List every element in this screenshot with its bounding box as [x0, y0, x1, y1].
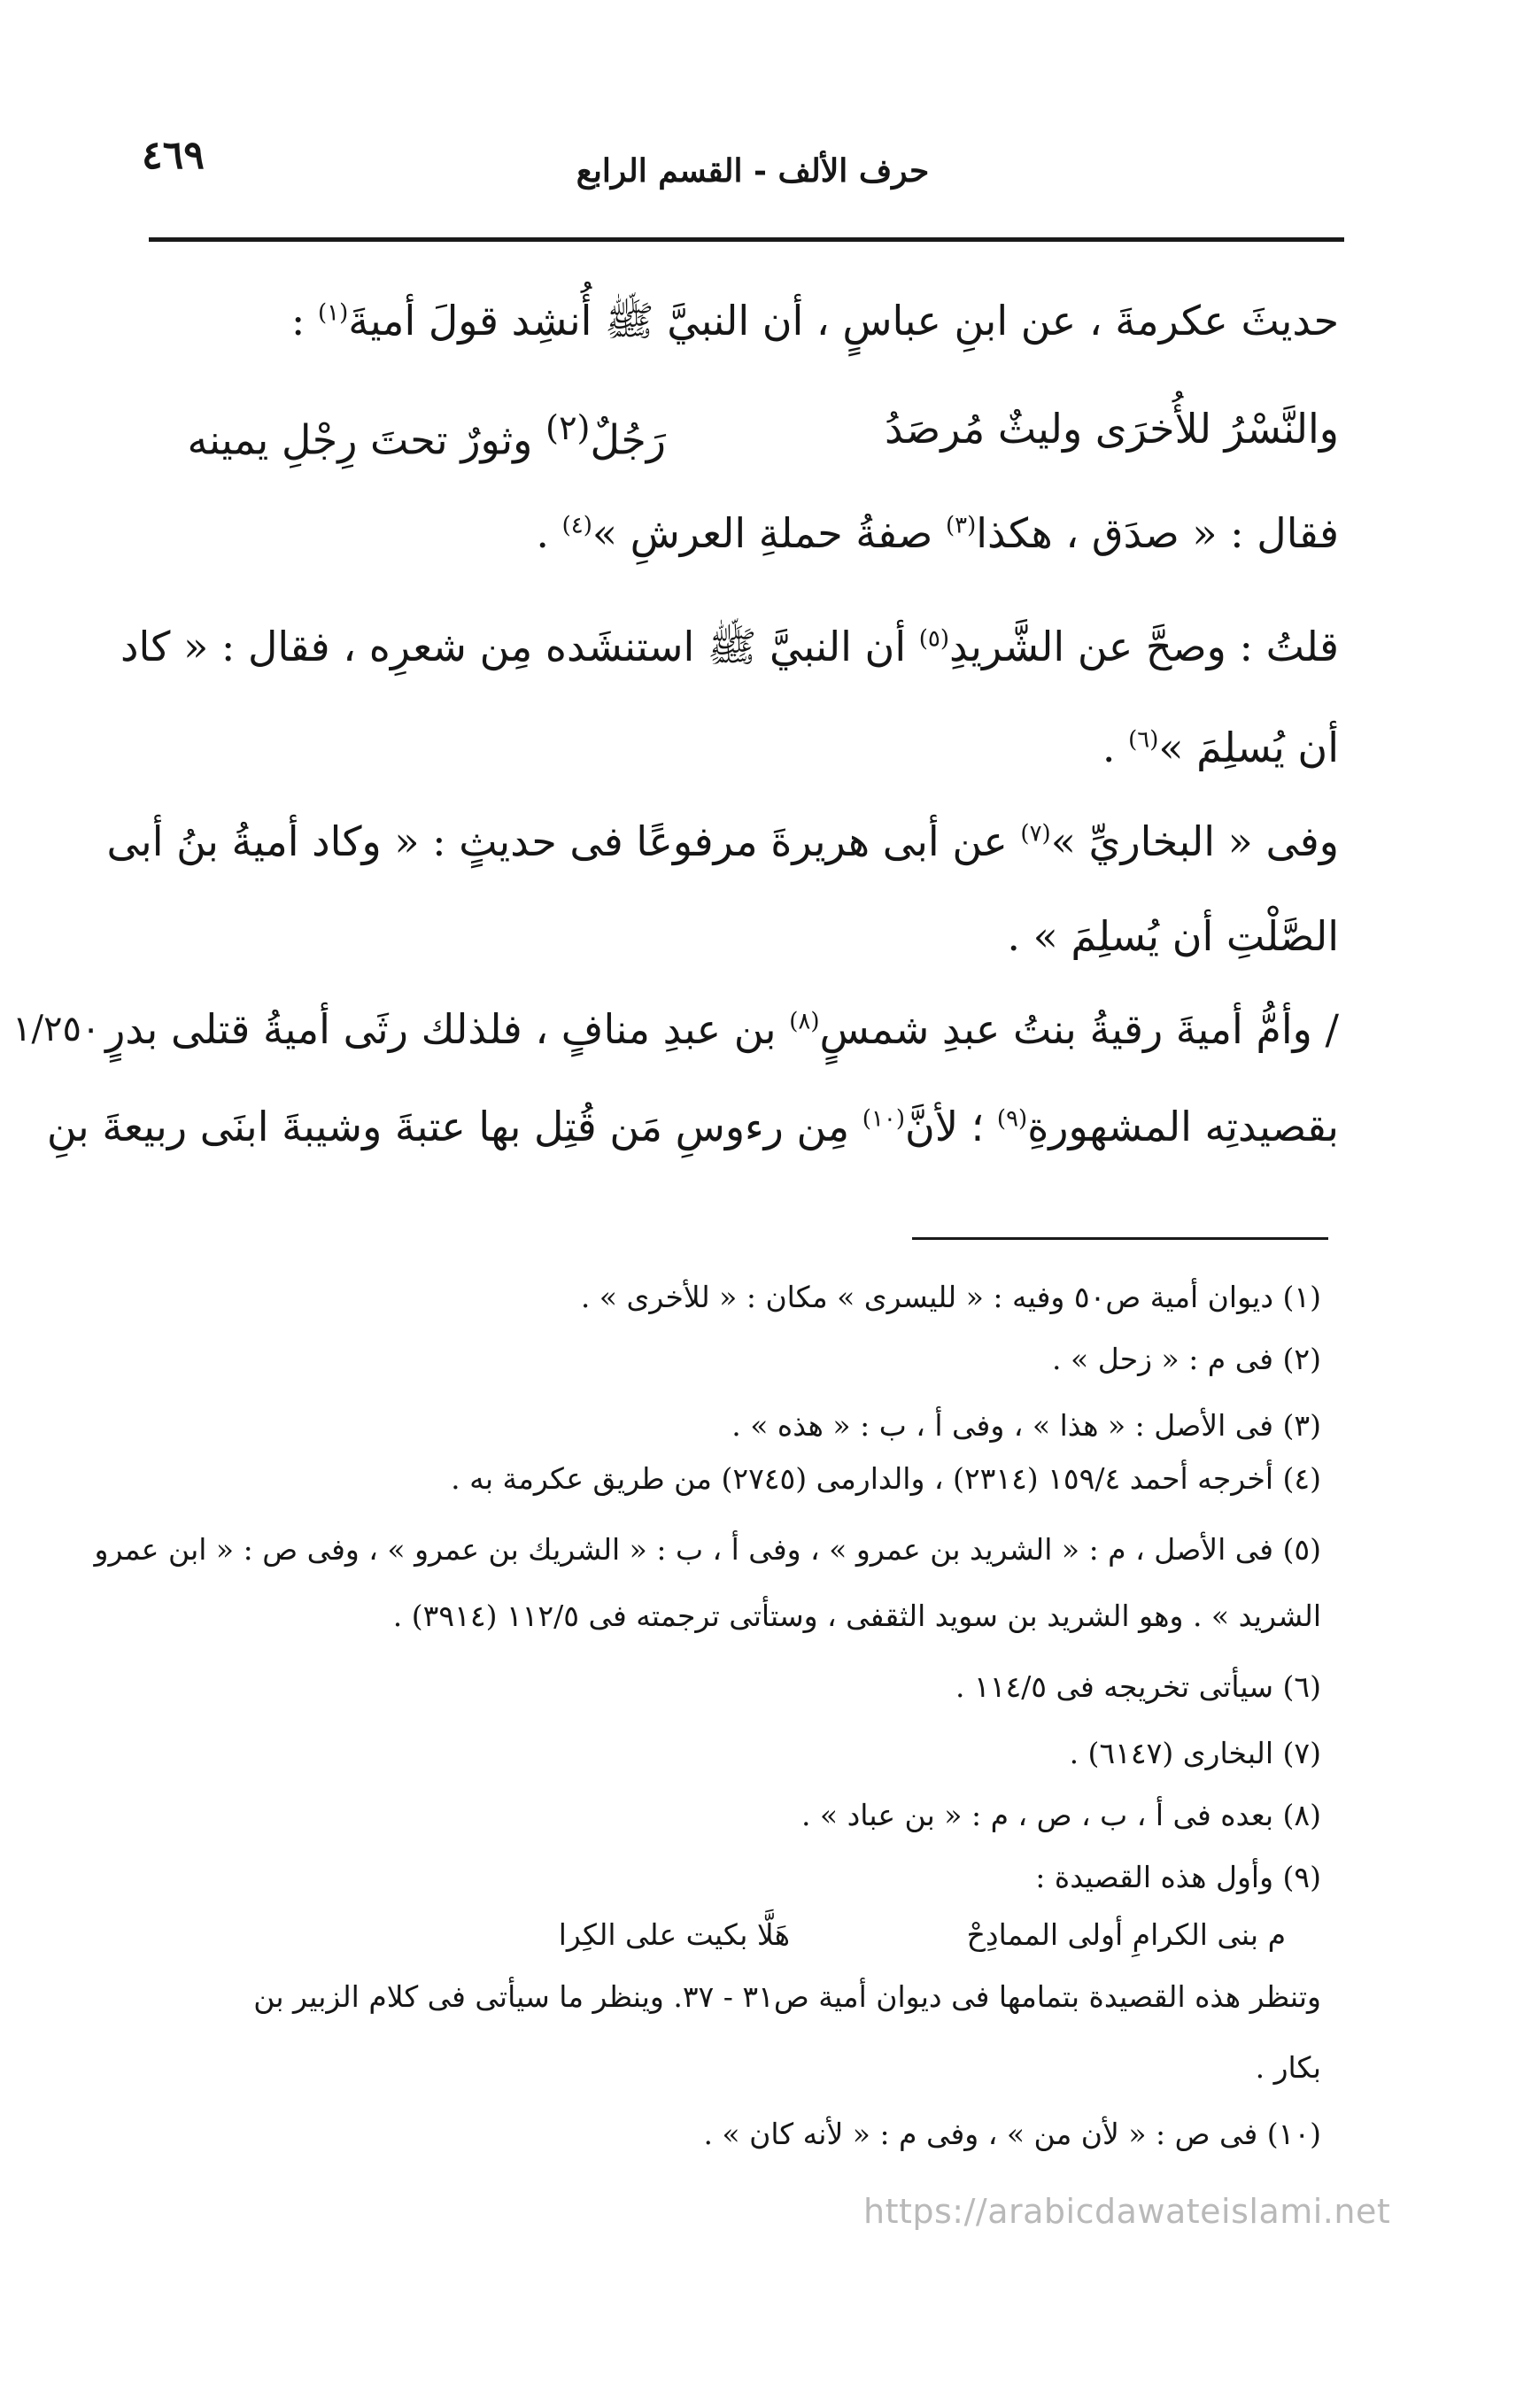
footnote-5: (٥) فى الأصل ، م : « الشريد بن عمرو » ، وفى أ ، ب : « الشريك بن عمرو » ، وفى ص : « ابن عمرو — [94, 1532, 1321, 1567]
body-text: قلتُ : وصحَّ عن الشَّريدِ — [949, 623, 1339, 670]
body-line-6 — [106, 813, 1339, 870]
body-line-3 — [152, 505, 1339, 561]
header-rule — [149, 237, 1344, 242]
verse-hemistich-first — [188, 400, 667, 468]
body-text: صفةُ حملةِ العرشِ » — [592, 509, 933, 557]
footnote-10: (١٠) فى ص : « لأن من » ، وفى م : « لأنه كان » . — [703, 2117, 1321, 2151]
body-text: . — [536, 509, 549, 557]
footnote-marker[interactable]: (٥) — [918, 625, 950, 653]
footnote-marker[interactable]: (٢) — [545, 408, 591, 448]
footnote-4: (٤) أخرجه أحمد ١٥٩/٤ (٢٣١٤) ، والدارمى (٢٧٤٥) من طريق عكرمة به . — [451, 1461, 1321, 1496]
body-text: ؛ لأنَّ — [905, 1103, 985, 1150]
body-text: / وأمُّ أميةَ رقيةُ بنتُ عبدِ شمسٍ — [819, 1005, 1339, 1053]
footnote-marker[interactable]: (٨) — [789, 1008, 820, 1035]
body-text: بن عبدِ منافٍ ، فلذلك رثَى أميةُ قتلى بدرٍ — [105, 1005, 777, 1053]
body-line-5 — [152, 719, 1339, 776]
footnote-marker[interactable]: (٩) — [996, 1105, 1028, 1133]
footnote-3: (٣) فى الأصل : « هذا » ، وفى أ ، ب : « هذه » . — [731, 1408, 1321, 1443]
verse-text: وثورٌ تحتَ رِجْلِ يمينه — [187, 415, 533, 464]
verse-hemistich-second: والنَّسْرُ للأُخرَى وليثٌ مُرصَدُ — [885, 405, 1339, 453]
footnote-5-continued: الشريد » . وهو الشريد بن سويد الثقفى ، وستأتى ترجمته فى ١١٢/٥ (٣٩١٤) . — [392, 1599, 1321, 1633]
body-text: حديثَ عكرمةَ ، عن ابنِ عباسٍ ، أن النبيَّ ﷺ أُنشِد قولَ أميةَ — [348, 297, 1339, 345]
body-text: عن أبى هريرةَ مرفوعًا فى حديثٍ : « وكاد أميةُ بنُ أبى — [106, 817, 1008, 865]
footnote-2: (٢) فى م : « زحل » . — [1052, 1342, 1321, 1376]
footnote-8: (٨) بعده فى أ ، ب ، ص ، م : « بن عباد » . — [801, 1798, 1321, 1832]
footnote-marker[interactable]: (٦) — [1128, 726, 1159, 754]
verse-hemistich-second: م بنى الكرامِ أولى الممادِحْ — [966, 1917, 1286, 1952]
footnote-marker[interactable]: (٣) — [945, 512, 977, 539]
footnote-9: (٩) وأول هذه القصيدة : — [1035, 1860, 1321, 1894]
page-number: ٤٦٩ — [142, 133, 205, 178]
body-line-9 — [46, 1098, 1339, 1155]
footnote-6: (٦) سيأتى تخريجه فى ١١٤/٥ . — [955, 1669, 1321, 1704]
body-text: فقال : « صدَق ، هكذا — [976, 509, 1339, 557]
verse-text: رَجُلٌ — [590, 415, 666, 464]
footnote-7: (٧) البخارى (٦١٤٧) . — [1069, 1736, 1321, 1770]
body-line-4 — [120, 618, 1339, 675]
footnote-9-continued: وتنظر هذه القصيدة بتمامها فى ديوان أمية ص٣١ - ٣٧. وينظر ما سيأتى فى كلام الزبير بن — [253, 1979, 1321, 2014]
verse-hemistich-first: هَلَّا بكيت على الكِرا — [558, 1917, 790, 1952]
footnote-separator — [912, 1237, 1328, 1240]
footnote-marker[interactable]: (٤) — [561, 512, 592, 539]
footnote-marker[interactable]: (١) — [317, 299, 349, 327]
body-text: : — [290, 297, 306, 345]
body-text: . — [1102, 724, 1116, 771]
body-line-7: الصَّلْتِ أن يُسلِمَ » . — [1007, 912, 1339, 960]
footnote-marker[interactable]: (٧) — [1020, 820, 1051, 848]
footnote-9-continued-2: بكار . — [1255, 2050, 1321, 2085]
body-text: مِن رءوسِ مَن قُتِل بها عتبةَ وشيبةَ ابنَى ربيعةَ بنِ — [46, 1103, 850, 1150]
website-watermark: https://arabicdawateislami.net — [863, 2192, 1391, 2231]
body-text: بقصيدتِه المشهورةِ — [1027, 1103, 1339, 1150]
margin-page-reference: ١/٢٥٠ — [12, 1009, 101, 1049]
body-line-1 — [152, 292, 1339, 349]
running-header-title: حرف الألف - القسم الرابع — [576, 152, 930, 190]
body-text: أن يُسلِمَ » — [1158, 724, 1339, 771]
body-line-8 — [105, 1001, 1339, 1057]
body-text: أن النبيَّ ﷺ استنشَده مِن شعرِه ، فقال : « كاد — [120, 623, 907, 670]
footnote-marker[interactable]: (١٠) — [862, 1105, 906, 1133]
body-text: وفى « البخاريِّ » — [1050, 817, 1339, 865]
footnote-1: (١) ديوان أمية ص٥٠ وفيه : « لليسرى » مكان : « للأخرى » . — [580, 1280, 1321, 1314]
